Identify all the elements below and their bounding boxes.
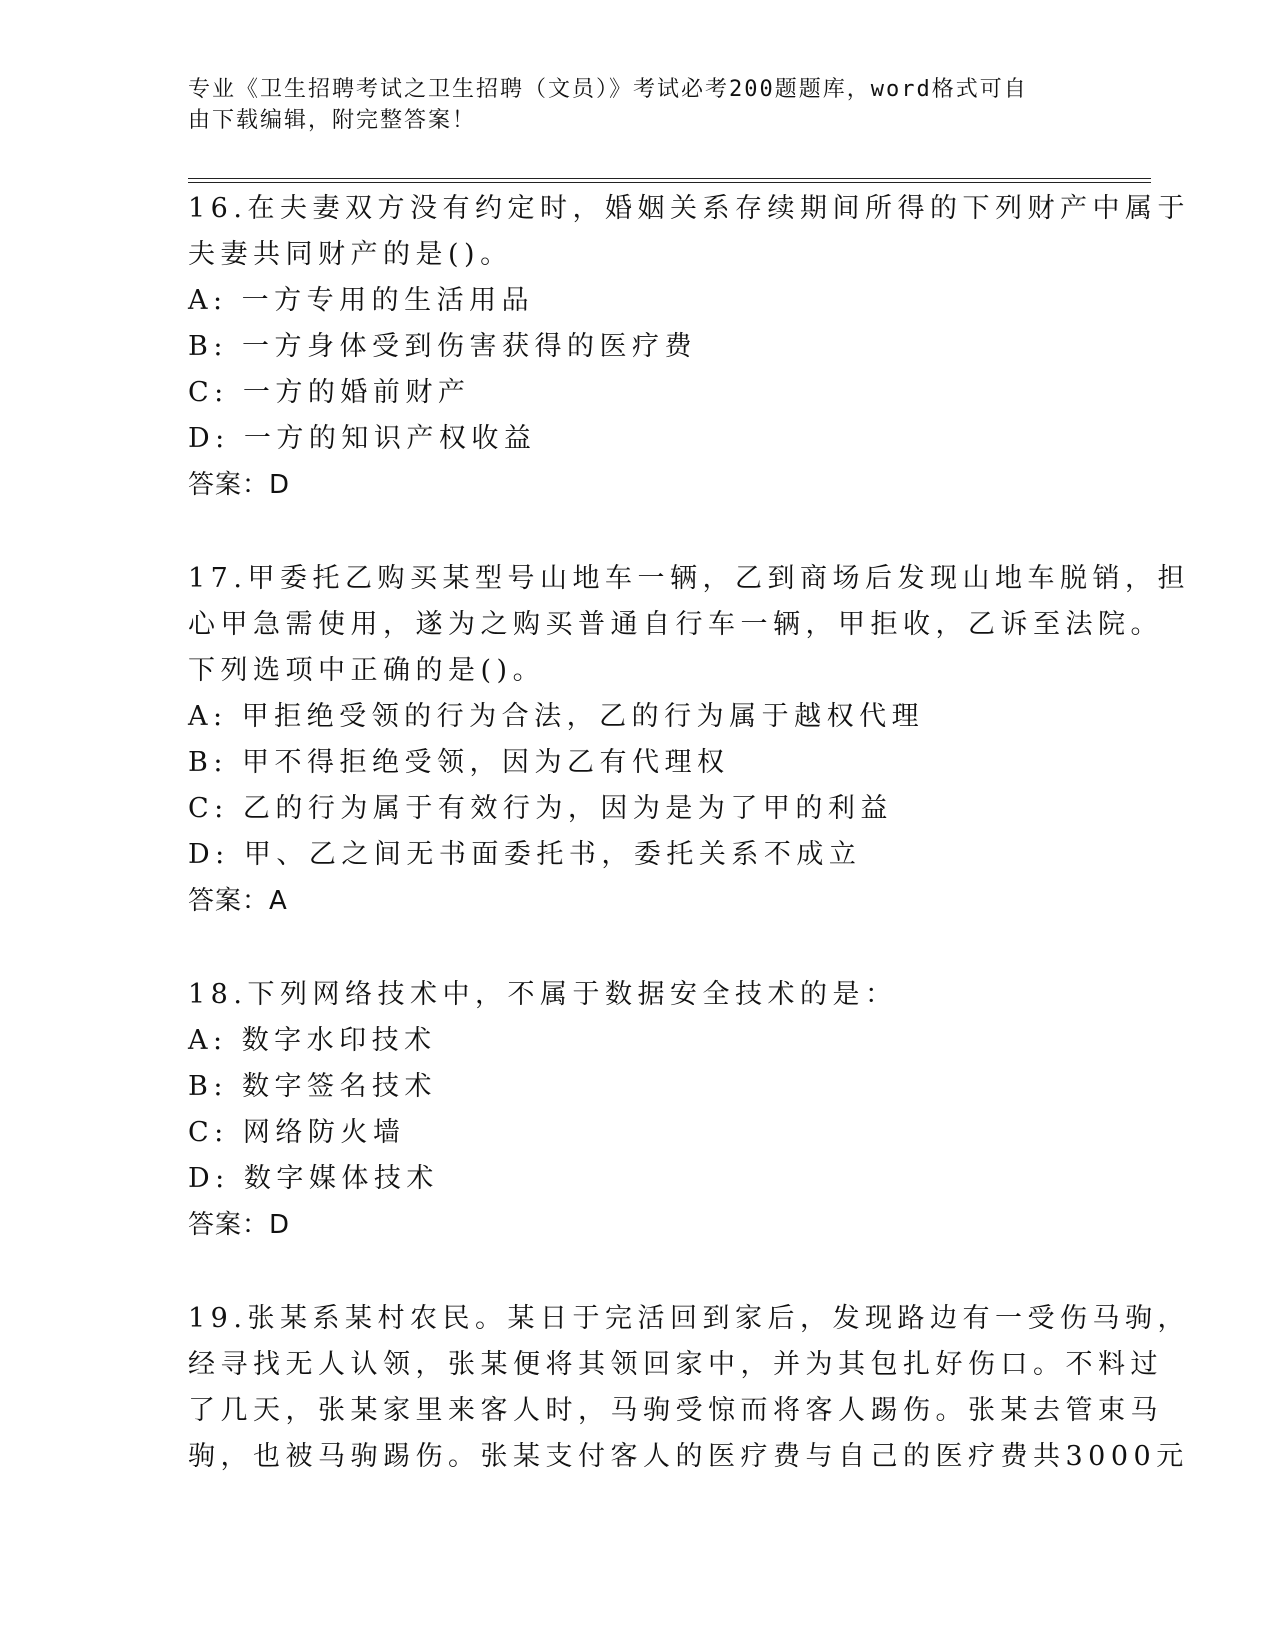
question-text-line: 下列选项中正确的是()。 [188, 655, 546, 686]
header-divider-bottom [188, 182, 1151, 183]
question-17 [188, 556, 1190, 924]
answer-label: 答案：D [188, 470, 291, 500]
document-header [188, 74, 1068, 136]
option-a: A: 数字水印技术 [188, 1025, 437, 1056]
question-list [188, 186, 1190, 1480]
option-d: D: 一方的知识产权收益 [188, 423, 537, 454]
question-18 [188, 972, 1088, 1248]
option-a: A: 一方专用的生活用品 [188, 285, 535, 316]
header-line-2: 由下载编辑，附完整答案！ [188, 108, 477, 133]
option-d: D: 数字媒体技术 [188, 1163, 439, 1194]
question-text-line: 驹，也被马驹踢伤。张某支付客人的医疗费与自己的医疗费共3000元 [188, 1441, 1189, 1472]
option-d: D: 甲、乙之间无书面委托书，委托关系不成立 [188, 839, 862, 870]
spacer [188, 924, 1088, 972]
option-c: C: 乙的行为属于有效行为，因为是为了甲的利益 [188, 793, 893, 824]
option-b: B: 数字签名技术 [188, 1071, 438, 1102]
question-text-line: 了几天，张某家里来客人时，马驹受惊而将客人踢伤。张某去管束马 [188, 1395, 1163, 1426]
spacer [188, 1248, 1088, 1296]
question-text-line: 19.张某系某村农民。某日于完活回到家后，发现路边有一受伤马驹， [188, 1303, 1190, 1334]
option-b: B: 一方身体受到伤害获得的医疗费 [188, 331, 698, 362]
spacer [188, 508, 1088, 556]
header-divider-top [188, 178, 1151, 179]
option-c: C: 网络防火墙 [188, 1117, 406, 1148]
question-text-line: 心甲急需使用，遂为之购买普通自行车一辆，甲拒收，乙诉至法院。 [188, 609, 1163, 640]
question-16 [188, 186, 1190, 508]
question-text-line: 经寻找无人认领，张某便将其领回家中，并为其包扎好伤口。不料过 [188, 1349, 1163, 1380]
answer-label: 答案：A [188, 886, 288, 916]
question-text-line: 夫妻共同财产的是()。 [188, 239, 513, 270]
answer-label: 答案：D [188, 1210, 291, 1240]
header-line-1: 专业《卫生招聘考试之卫生招聘（文员）》考试必考200题题库，word格式可自 [188, 77, 1028, 102]
option-a: A: 甲拒绝受领的行为合法，乙的行为属于越权代理 [188, 701, 925, 732]
question-text-line: 16.在夫妻双方没有约定时，婚姻关系存续期间所得的下列财产中属于 [188, 193, 1190, 224]
option-b: B: 甲不得拒绝受领，因为乙有代理权 [188, 747, 730, 778]
question-text-line: 17.甲委托乙购买某型号山地车一辆，乙到商场后发现山地车脱销，担 [188, 563, 1190, 594]
question-text-line: 18.下列网络技术中，不属于数据安全技术的是： [188, 979, 898, 1010]
question-19 [188, 1296, 1190, 1480]
option-c: C: 一方的婚前财产 [188, 377, 471, 408]
